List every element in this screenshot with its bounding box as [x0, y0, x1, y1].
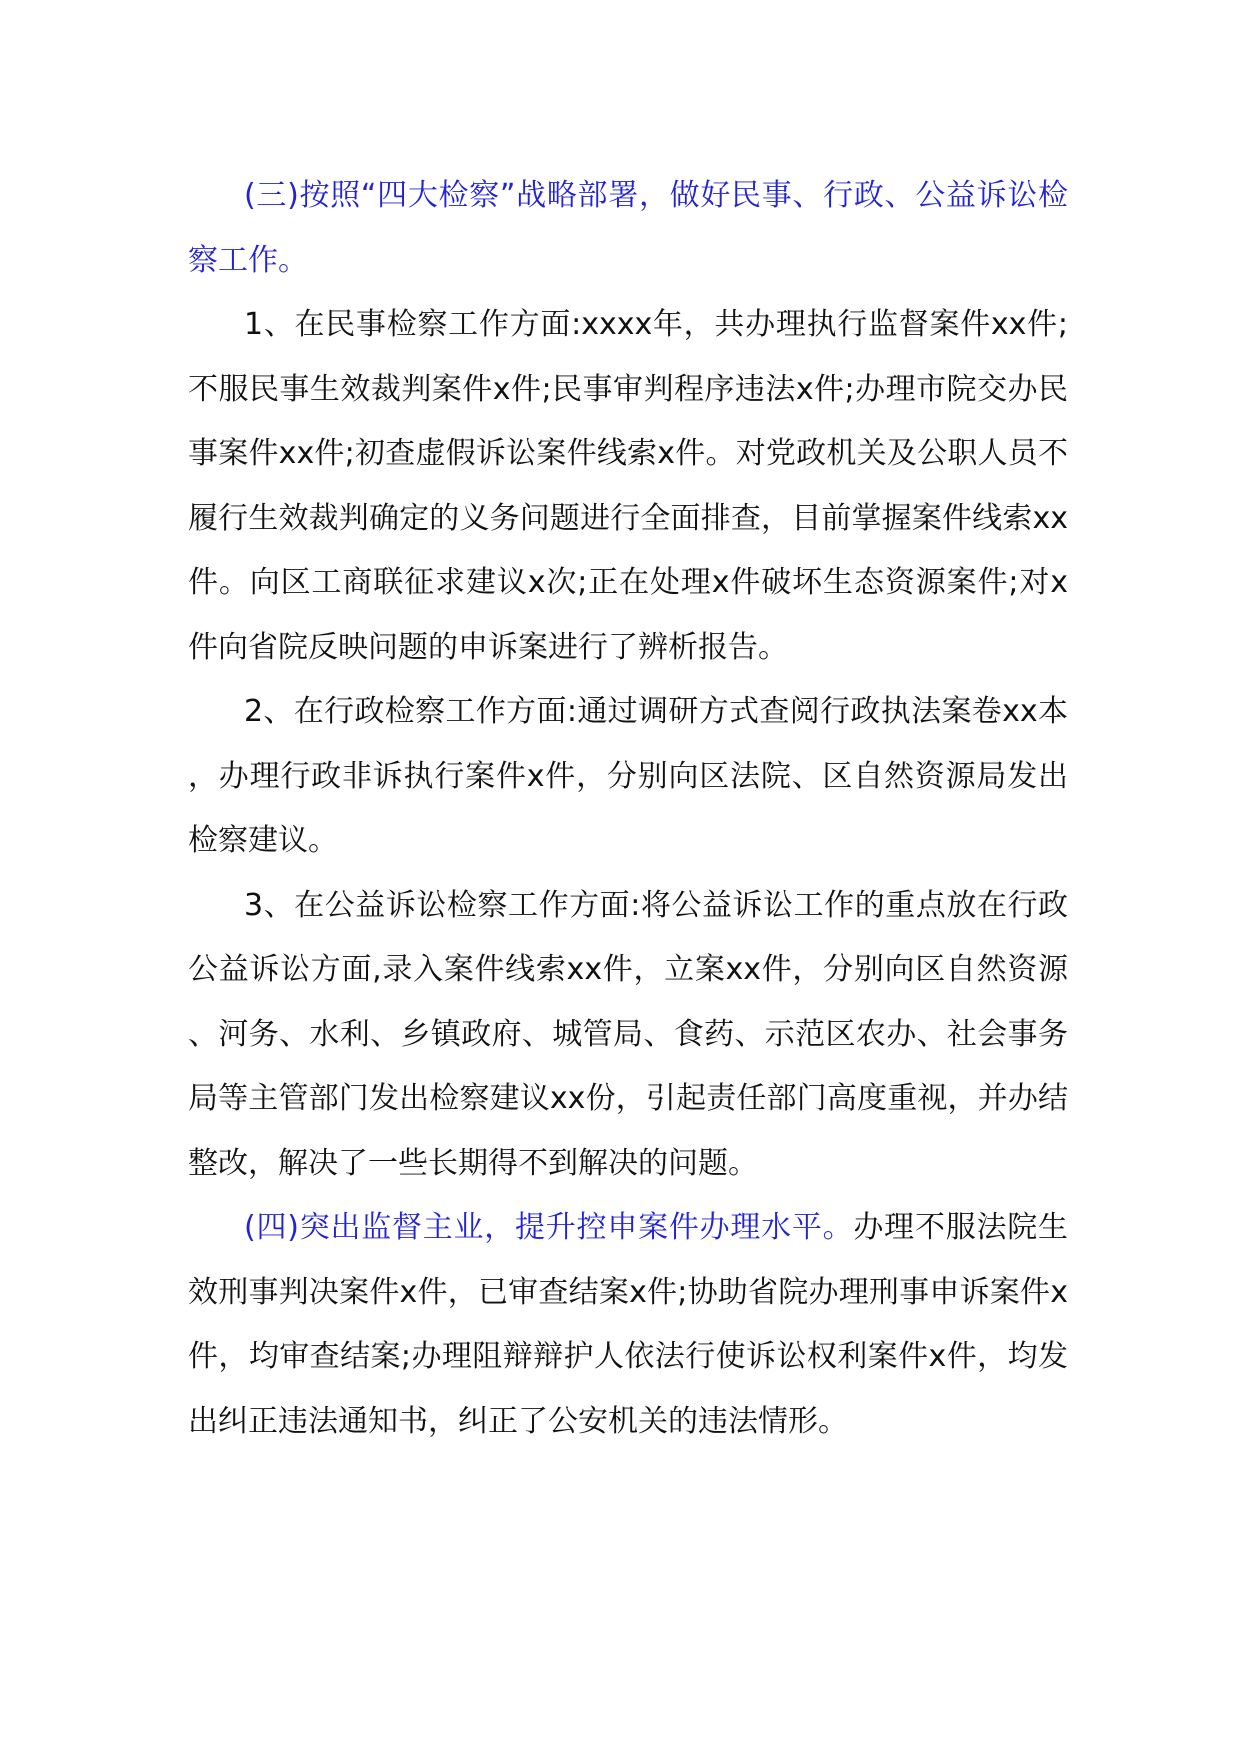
section-4-paragraph — [188, 1196, 1068, 1454]
section-4-body: 办理不服法院生效刑事判决案件x件，已审查结案x件;协助省院办理刑事申诉案件x件，均审查结案;办理阻辩辩护人依法行使诉讼权利案件x件，均发出纠正违法通知书，纠正了公安机关的违法情形。 — [188, 1210, 1068, 1439]
section-3-item-administrative: 2、在行政检察工作方面:通过调研方式查阅行政执法案卷xx本，办理行政非诉执行案件x件，分别向区法院、区自然资源局发出检察建议。 — [188, 694, 1068, 858]
section-3-item-civil: 1、在民事检察工作方面:xxxx年，共办理执行监督案件xx件;不服民事生效裁判案件x件;民事审判程序违法x件;办理市院交办民事案件xx件;初查虚假诉讼案件线索x件。对党政机关及公职人员不履行生效裁判确定的义务问题进行全面排查，目前掌握案件线索xx件。向区工商联征求建议x次;正在处理x件破坏生态资源案件;对x件向省院反映问题的申诉案进行了辨析报告。 — [188, 307, 1068, 665]
document-body — [188, 164, 1068, 1454]
section-3-item-public-interest: 3、在公益诉讼检察工作方面:将公益诉讼工作的重点放在行政公益诉讼方面,录入案件线索xx件，立案xx件，分别向区自然资源、河务、水利、乡镇政府、城管局、食药、示范区农办、社会事务局等主管部门发出检察建议xx份，引起责任部门高度重视，并办结整改，解决了一些长期得不到解决的问题。 — [188, 887, 1068, 1181]
section-3-heading: (三)按照“四大检察”战略部署，做好民事、行政、公益诉讼检察工作。 — [188, 178, 1068, 278]
section-4-heading: (四)突出监督主业，提升控申案件办理水平。 — [244, 1210, 854, 1245]
